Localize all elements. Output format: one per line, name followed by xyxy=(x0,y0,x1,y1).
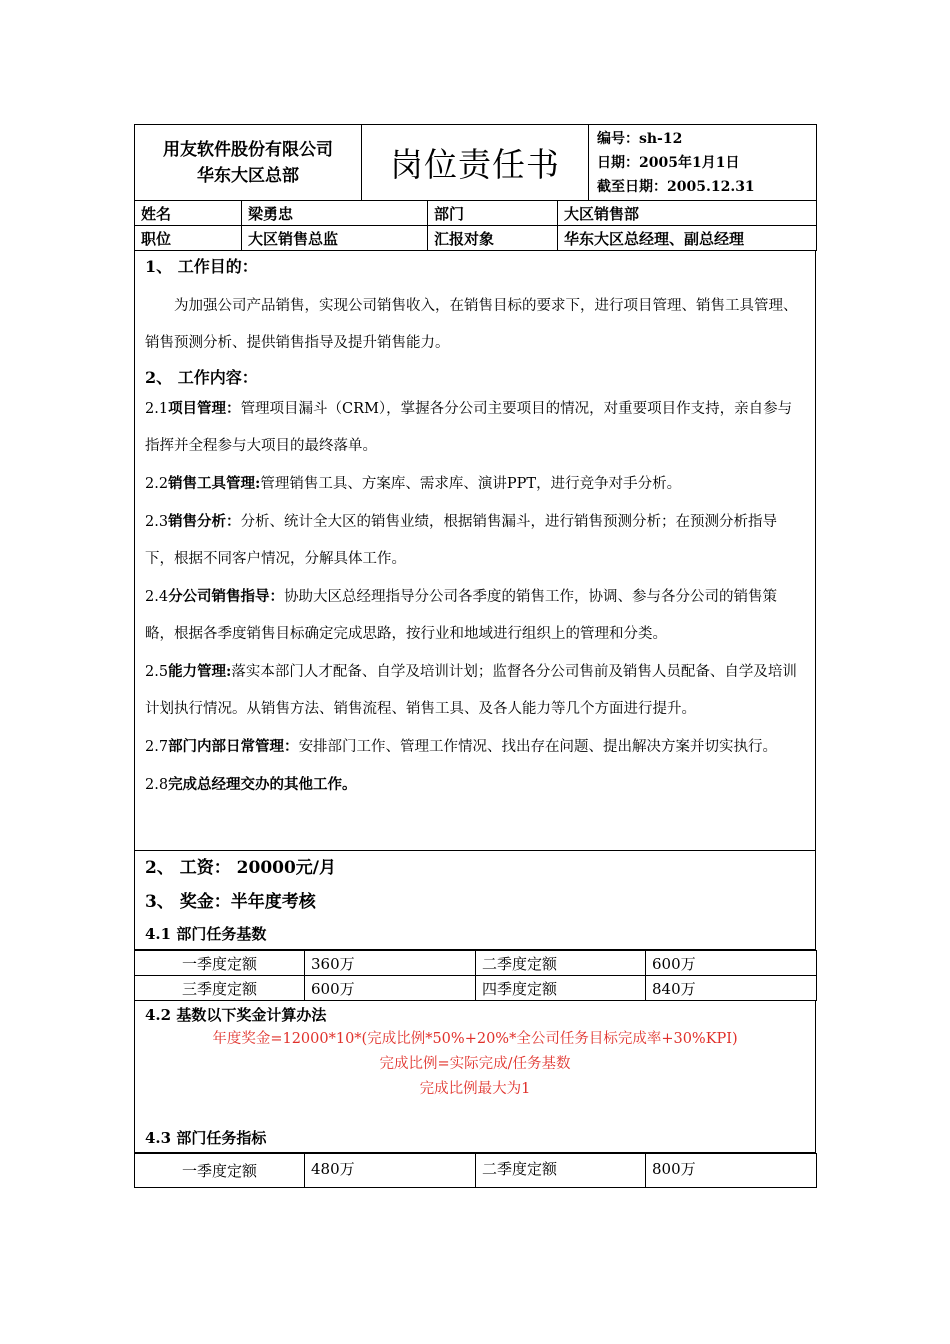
document-title: 岗位责任书 xyxy=(362,125,589,201)
report-label: 汇报对象 xyxy=(428,226,558,251)
target-cell: 二季度定额 xyxy=(476,1154,646,1188)
dept-label: 部门 xyxy=(428,201,558,226)
content-item xyxy=(145,728,805,766)
table-row xyxy=(135,1154,817,1188)
table-row xyxy=(135,951,817,976)
header-table xyxy=(134,124,817,201)
target-cell: 480万 xyxy=(305,1154,476,1188)
item-number: 2.7 xyxy=(145,739,169,755)
bonus-line: 3、 奖金：半年度考核 xyxy=(145,892,316,912)
target-heading: 4.3 部门任务指标 xyxy=(145,1129,267,1147)
table-row xyxy=(135,976,817,1001)
doc-deadline: 截至日期：2005.12.31 xyxy=(597,178,755,195)
content-item xyxy=(145,465,805,503)
item-number: 2.5 xyxy=(145,664,169,680)
item-label: 完成总经理交办的其他工作。 xyxy=(168,776,357,793)
content-list xyxy=(145,390,805,804)
content-heading: 2、 工作内容： xyxy=(145,368,258,387)
target-table xyxy=(134,1153,817,1188)
name-label: 姓名 xyxy=(135,201,242,226)
purpose-text: 为加强公司产品销售，实现公司销售收入，在销售目标的要求下，进行项目管理、销售工具管理、销售预测分析、提供销售指导及提升销售能力。 xyxy=(145,298,798,351)
company-cell xyxy=(135,125,362,201)
item-label: 能力管理: xyxy=(168,663,232,680)
ratio-cap: 完成比例最大为1 xyxy=(419,1081,531,1097)
base-cell: 一季度定额 xyxy=(135,951,305,976)
content-item xyxy=(145,390,805,465)
base-heading: 4.1 部门任务基数 xyxy=(145,925,267,943)
base-cell: 三季度定额 xyxy=(135,976,305,1001)
item-label: 分公司销售指导： xyxy=(168,588,285,605)
bonus-formula: 年度奖金=12000*10*(完成比例*50%+20%*全公司任务目标完成率+30%KPI) xyxy=(212,1031,738,1047)
content-item xyxy=(145,653,805,728)
content-item xyxy=(145,766,805,804)
item-number: 2.4 xyxy=(145,589,169,605)
salary-line: 2、 工资： 20000元/月 xyxy=(145,858,337,878)
target-cell: 800万 xyxy=(646,1154,817,1188)
item-number: 2.3 xyxy=(145,514,169,530)
ratio-formula: 完成比例=实际完成/任务基数 xyxy=(379,1056,571,1072)
item-number: 2.2 xyxy=(145,476,169,492)
doc-date: 日期：2005年1月1日 xyxy=(597,154,740,171)
item-number: 2.8 xyxy=(145,777,169,793)
item-text: 分析、统计全大区的销售业绩，根据销售漏斗，进行销售预测分析；在预测分析指导下，根据不同客户情况，分解具体工作。 xyxy=(145,514,778,567)
base-cell: 360万 xyxy=(305,951,476,976)
base-cell: 840万 xyxy=(646,976,817,1001)
compensation-section xyxy=(134,851,816,950)
item-text: 管理项目漏斗（CRM），掌握各分公司主要项目的情况，对重要项目作支持，亲自参与指挥并全程参与大项目的最终落单。 xyxy=(145,401,793,454)
item-text: 协助大区总经理指导分公司各季度的销售工作，协调、参与各分公司的销售策略，根据各季度销售目标确定完成思路，按行业和地域进行组织上的管理和分类。 xyxy=(145,589,778,642)
item-text: 管理销售工具、方案库、需求库、演讲PPT，进行竞争对手分析。 xyxy=(260,476,682,492)
base-cell: 600万 xyxy=(646,951,817,976)
item-text: 安排部门工作、管理工作情况、找出存在问题、提出解决方案并切实执行。 xyxy=(298,739,778,755)
item-label: 部门内部日常管理： xyxy=(168,738,299,755)
dept-value: 大区销售部 xyxy=(558,201,817,226)
item-label: 销售分析： xyxy=(168,513,241,530)
item-label: 销售工具管理: xyxy=(168,475,261,492)
report-value: 华东大区总经理、副总经理 xyxy=(558,226,817,251)
bonus-calc-heading: 4.2 基数以下奖金计算办法 xyxy=(145,1006,327,1024)
document-page xyxy=(134,124,816,1188)
base-table xyxy=(134,950,817,1001)
doc-number: 编号：sh-12 xyxy=(597,130,683,147)
content-item xyxy=(145,578,805,653)
base-cell: 四季度定额 xyxy=(476,976,646,1001)
item-number: 2.1 xyxy=(145,401,169,417)
base-cell: 600万 xyxy=(305,976,476,1001)
item-label: 项目管理： xyxy=(168,400,241,417)
purpose-heading: 1、 工作目的： xyxy=(145,257,258,276)
position-label: 职位 xyxy=(135,226,242,251)
item-text: 落实本部门人才配备、自学及培训计划；监督各分公司售前及销售人员配备、自学及培训计划执行情况。从销售方法、销售流程、销售工具、及各人能力等几个方面进行提升。 xyxy=(145,664,797,717)
company-name: 用友软件股份有限公司 xyxy=(163,139,333,160)
meta-cell xyxy=(589,125,817,201)
base-cell: 二季度定额 xyxy=(476,951,646,976)
duties-section xyxy=(134,251,816,851)
name-value: 梁勇忠 xyxy=(242,201,428,226)
company-branch: 华东大区总部 xyxy=(197,165,299,186)
info-table xyxy=(134,201,817,251)
content-item xyxy=(145,503,805,578)
position-value: 大区销售总监 xyxy=(242,226,428,251)
target-cell: 一季度定额 xyxy=(135,1154,305,1188)
bonus-calc-section xyxy=(134,1001,816,1153)
